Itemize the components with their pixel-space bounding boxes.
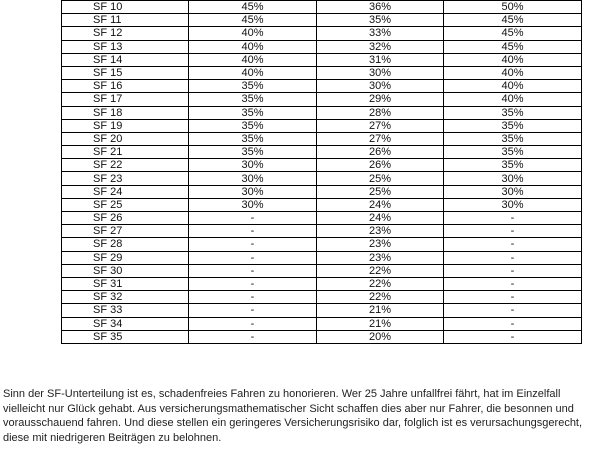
rate-cell-b: 22%	[317, 264, 444, 277]
sf-class-cell: SF 16	[62, 80, 189, 93]
rate-cell-a: 35%	[189, 119, 317, 132]
rate-cell-c: 35%	[444, 106, 582, 119]
rate-cell-c: -	[444, 212, 582, 225]
rate-cell-c: 40%	[444, 80, 582, 93]
rate-cell-a: 30%	[189, 172, 317, 185]
rate-cell-b: 23%	[317, 225, 444, 238]
table-row	[62, 66, 582, 79]
table-row	[62, 277, 582, 290]
table-row	[62, 93, 582, 106]
table-row	[62, 80, 582, 93]
rate-cell-c: 45%	[444, 14, 582, 27]
rate-cell-a: -	[189, 238, 317, 251]
rate-cell-a: 40%	[189, 40, 317, 53]
sf-class-cell: SF 34	[62, 317, 189, 330]
table-row	[62, 291, 582, 304]
table-row	[62, 225, 582, 238]
rate-cell-b: 21%	[317, 304, 444, 317]
rate-cell-a: 35%	[189, 106, 317, 119]
sf-class-cell: SF 15	[62, 66, 189, 79]
table-row	[62, 14, 582, 27]
paragraph-line: vorausschauend fahren. Und diese stellen ein geringeres Versicherungsrisiko dar, folglich ist es verursachungsgerecht,	[3, 417, 583, 430]
rate-cell-b: 24%	[317, 198, 444, 211]
rate-cell-b: 22%	[317, 277, 444, 290]
sf-class-cell: SF 27	[62, 225, 189, 238]
sf-class-cell: SF 23	[62, 172, 189, 185]
rate-cell-c: 35%	[444, 146, 582, 159]
sf-class-cell: SF 28	[62, 238, 189, 251]
rate-cell-a: -	[189, 225, 317, 238]
rate-cell-a: -	[189, 304, 317, 317]
rate-cell-c: 30%	[444, 198, 582, 211]
paragraph-line: vielleicht nur Glück gehabt. Aus versicherungsmathematischer Sicht schaffen dies aber nur Fahrer, die besonnen und	[3, 402, 574, 415]
rate-cell-c: 40%	[444, 53, 582, 66]
sf-class-cell: SF 26	[62, 212, 189, 225]
rate-cell-a: -	[189, 277, 317, 290]
table-row	[62, 106, 582, 119]
rate-cell-b: 30%	[317, 66, 444, 79]
rate-cell-a: 45%	[189, 1, 317, 14]
sf-class-cell: SF 18	[62, 106, 189, 119]
rate-cell-a: -	[189, 330, 317, 343]
rate-cell-a: 40%	[189, 27, 317, 40]
rate-cell-b: 23%	[317, 238, 444, 251]
rate-cell-a: 30%	[189, 198, 317, 211]
rate-cell-b: 30%	[317, 80, 444, 93]
rate-cell-c: -	[444, 317, 582, 330]
rate-cell-c: -	[444, 277, 582, 290]
rate-cell-c: 30%	[444, 172, 582, 185]
sf-class-cell: SF 20	[62, 132, 189, 145]
sf-class-cell: SF 25	[62, 198, 189, 211]
paragraph-line: diese mit niedrigeren Beiträgen zu belohnen.	[3, 431, 222, 444]
sf-class-cell: SF 21	[62, 146, 189, 159]
rate-cell-b: 27%	[317, 132, 444, 145]
rate-cell-c: -	[444, 330, 582, 343]
rate-cell-b: 35%	[317, 14, 444, 27]
rate-cell-c: 35%	[444, 159, 582, 172]
rate-cell-b: 33%	[317, 27, 444, 40]
sf-class-table-body	[62, 1, 582, 344]
rate-cell-c: -	[444, 264, 582, 277]
paragraph-line: Sinn der SF-Unterteilung ist es, schadenfreies Fahren zu honorieren. Wer 25 Jahre unfallfrei fährt, hat im Einzelfall	[3, 388, 561, 400]
table-row	[62, 27, 582, 40]
explanation-paragraph	[3, 387, 588, 445]
rate-cell-a: 35%	[189, 80, 317, 93]
rate-cell-b: 24%	[317, 212, 444, 225]
rate-cell-c: 45%	[444, 40, 582, 53]
sf-class-cell: SF 31	[62, 277, 189, 290]
table-row	[62, 1, 582, 14]
sf-class-cell: SF 10	[62, 1, 189, 14]
rate-cell-c: 35%	[444, 119, 582, 132]
rate-cell-b: 28%	[317, 106, 444, 119]
rate-cell-a: 35%	[189, 132, 317, 145]
rate-cell-b: 26%	[317, 146, 444, 159]
table-row	[62, 264, 582, 277]
sf-class-cell: SF 29	[62, 251, 189, 264]
rate-cell-a: 40%	[189, 53, 317, 66]
rate-cell-b: 29%	[317, 93, 444, 106]
sf-class-cell: SF 19	[62, 119, 189, 132]
rate-cell-c: -	[444, 251, 582, 264]
sf-class-cell: SF 33	[62, 304, 189, 317]
rate-cell-b: 21%	[317, 317, 444, 330]
rate-cell-c: 40%	[444, 93, 582, 106]
rate-cell-c: 30%	[444, 185, 582, 198]
rate-cell-b: 22%	[317, 291, 444, 304]
rate-cell-c: 50%	[444, 1, 582, 14]
table-row	[62, 159, 582, 172]
rate-cell-c: -	[444, 225, 582, 238]
sf-class-cell: SF 32	[62, 291, 189, 304]
sf-class-cell: SF 22	[62, 159, 189, 172]
table-row	[62, 238, 582, 251]
rate-cell-c: 45%	[444, 27, 582, 40]
rate-cell-a: -	[189, 212, 317, 225]
table-row	[62, 146, 582, 159]
sf-class-cell: SF 14	[62, 53, 189, 66]
table-row	[62, 132, 582, 145]
sf-class-cell: SF 30	[62, 264, 189, 277]
table-row	[62, 185, 582, 198]
rate-cell-c: 35%	[444, 132, 582, 145]
rate-cell-b: 36%	[317, 1, 444, 14]
rate-cell-a: -	[189, 317, 317, 330]
rate-cell-a: -	[189, 291, 317, 304]
table-row	[62, 119, 582, 132]
rate-cell-b: 31%	[317, 53, 444, 66]
table-row	[62, 330, 582, 343]
table-row	[62, 53, 582, 66]
rate-cell-b: 27%	[317, 119, 444, 132]
rate-cell-c: -	[444, 304, 582, 317]
rate-cell-b: 26%	[317, 159, 444, 172]
table-row	[62, 212, 582, 225]
rate-cell-a: 30%	[189, 159, 317, 172]
table-row	[62, 317, 582, 330]
rate-cell-b: 20%	[317, 330, 444, 343]
sf-class-table-container	[61, 0, 580, 344]
table-row	[62, 251, 582, 264]
rate-cell-a: 30%	[189, 185, 317, 198]
rate-cell-c: 40%	[444, 66, 582, 79]
rate-cell-a: 45%	[189, 14, 317, 27]
table-row	[62, 40, 582, 53]
sf-class-cell: SF 17	[62, 93, 189, 106]
rate-cell-a: -	[189, 251, 317, 264]
table-row	[62, 172, 582, 185]
sf-class-cell: SF 13	[62, 40, 189, 53]
rate-cell-a: 35%	[189, 146, 317, 159]
rate-cell-b: 25%	[317, 185, 444, 198]
rate-cell-c: -	[444, 238, 582, 251]
sf-class-cell: SF 11	[62, 14, 189, 27]
rate-cell-b: 32%	[317, 40, 444, 53]
rate-cell-b: 23%	[317, 251, 444, 264]
rate-cell-c: -	[444, 291, 582, 304]
rate-cell-a: 35%	[189, 93, 317, 106]
rate-cell-a: -	[189, 264, 317, 277]
sf-class-cell: SF 24	[62, 185, 189, 198]
rate-cell-b: 25%	[317, 172, 444, 185]
rate-cell-a: 40%	[189, 66, 317, 79]
table-row	[62, 198, 582, 211]
table-row	[62, 304, 582, 317]
sf-class-cell: SF 12	[62, 27, 189, 40]
sf-class-cell: SF 35	[62, 330, 189, 343]
sf-class-table	[61, 0, 582, 344]
